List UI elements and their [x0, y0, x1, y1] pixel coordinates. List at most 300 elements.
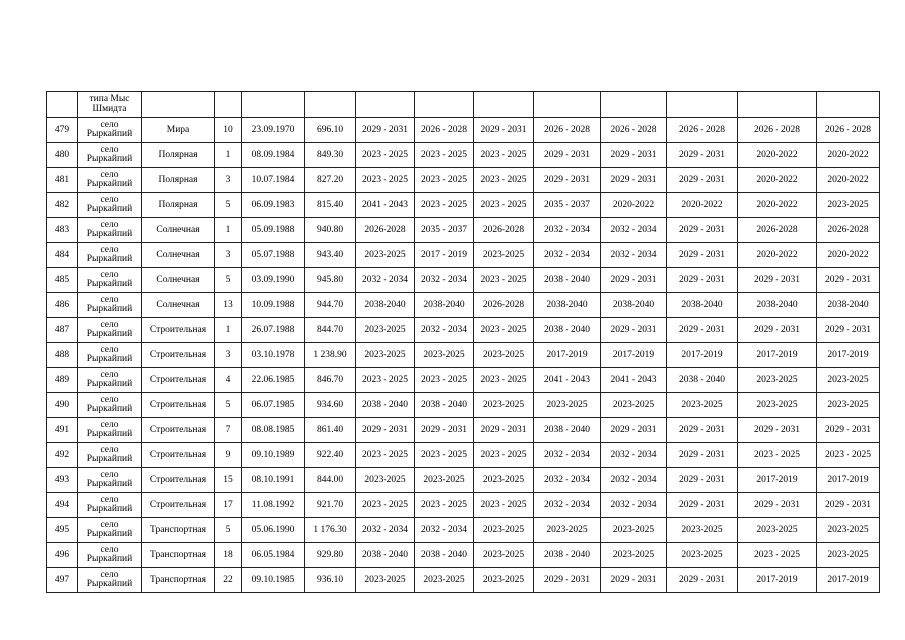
settlement-line-1: село — [100, 569, 119, 580]
street-cell: Солнечная — [142, 218, 215, 243]
period-cell: 2023 - 2025 — [356, 168, 415, 193]
period-cell: 2023-2025 — [817, 518, 880, 543]
settlement-line-1: село — [100, 544, 119, 555]
period-cell: 2029 - 2031 — [817, 418, 880, 443]
period-cell: 2023 - 2025 — [817, 443, 880, 468]
period-cell: 2029 - 2031 — [667, 243, 738, 268]
settlement-cell — [78, 143, 142, 168]
street-cell: Строительная — [142, 443, 215, 468]
period-cell: 2023 - 2025 — [415, 443, 474, 468]
commission-date-cell: 08.08.1985 — [242, 418, 305, 443]
period-cell: 2023 - 2025 — [415, 193, 474, 218]
period-cell: 2023 - 2025 — [738, 443, 817, 468]
period-cell: 2038-2040 — [738, 293, 817, 318]
settlement-line-1: село — [100, 469, 119, 480]
period-cell: 2023 - 2025 — [415, 168, 474, 193]
period-cell: 2023 - 2025 — [474, 193, 534, 218]
house-number-cell: 1 — [215, 143, 242, 168]
period-cell: 2029 - 2031 — [667, 493, 738, 518]
period-cell: 2029 - 2031 — [474, 118, 534, 143]
period-cell: 2029 - 2031 — [817, 493, 880, 518]
area-cell: 943.40 — [305, 243, 356, 268]
period-cell: 2029 - 2031 — [667, 268, 738, 293]
table-row — [47, 543, 880, 568]
settlement-line-1: село — [100, 194, 119, 205]
area-cell: 944.70 — [305, 293, 356, 318]
period-cell: 2023 - 2025 — [415, 493, 474, 518]
area-cell: 1 238.90 — [305, 343, 356, 368]
period-cell: 2017-2019 — [817, 568, 880, 593]
commission-date-cell: 23.09.1970 — [242, 118, 305, 143]
house-number-cell: 5 — [215, 268, 242, 293]
table-body — [47, 92, 880, 593]
period-cell: 2029 - 2031 — [667, 468, 738, 493]
commission-date-cell: 06.07.1985 — [242, 393, 305, 418]
period-cell: 2020-2022 — [738, 143, 817, 168]
period-cell: 2026-2028 — [738, 218, 817, 243]
period-cell: 2023 - 2025 — [356, 443, 415, 468]
house-number-cell: 3 — [215, 243, 242, 268]
row-number-cell — [47, 92, 78, 118]
street-cell: Полярная — [142, 143, 215, 168]
period-cell: 2038 - 2040 — [534, 268, 601, 293]
period-cell — [667, 92, 738, 118]
row-number-cell: 480 — [47, 143, 78, 168]
period-cell: 2023-2025 — [356, 318, 415, 343]
commission-date-cell: 10.09.1988 — [242, 293, 305, 318]
commission-date-cell: 03.09.1990 — [242, 268, 305, 293]
period-cell: 2023-2025 — [817, 368, 880, 393]
settlement-cell — [78, 443, 142, 468]
period-cell: 2023-2025 — [474, 343, 534, 368]
street-cell: Строительная — [142, 418, 215, 443]
period-cell: 2032 - 2034 — [601, 443, 667, 468]
house-number-cell: 4 — [215, 368, 242, 393]
capital-repair-schedule-table — [46, 91, 880, 593]
settlement-cell — [78, 393, 142, 418]
settlement-cell — [78, 168, 142, 193]
settlement-line-1: село — [100, 369, 119, 380]
period-cell: 2023 - 2025 — [738, 543, 817, 568]
period-cell: 2026-2028 — [474, 218, 534, 243]
area-cell: 936.10 — [305, 568, 356, 593]
commission-date-cell: 09.10.1985 — [242, 568, 305, 593]
settlement-cell — [78, 318, 142, 343]
period-cell: 2020-2022 — [817, 168, 880, 193]
period-cell: 2029 - 2031 — [667, 568, 738, 593]
street-cell: Транспортная — [142, 518, 215, 543]
commission-date-cell: 26.07.1988 — [242, 318, 305, 343]
period-cell: 2041 - 2043 — [601, 368, 667, 393]
settlement-cell — [78, 543, 142, 568]
table-row — [47, 193, 880, 218]
table-row — [47, 118, 880, 143]
house-number-cell: 13 — [215, 293, 242, 318]
period-cell: 2029 - 2031 — [667, 318, 738, 343]
period-cell: 2041 - 2043 — [356, 193, 415, 218]
commission-date-cell: 08.10.1991 — [242, 468, 305, 493]
house-number-cell: 5 — [215, 393, 242, 418]
street-cell: Строительная — [142, 318, 215, 343]
area-cell: 1 176.30 — [305, 518, 356, 543]
settlement-line-2: Шмидта — [92, 103, 127, 114]
settlement-line-2: Рыркайпий — [86, 204, 133, 214]
table-row — [47, 143, 880, 168]
period-cell — [817, 92, 880, 118]
period-cell: 2038-2040 — [356, 293, 415, 318]
period-cell: 2026 - 2028 — [534, 118, 601, 143]
table-row — [47, 318, 880, 343]
street-cell: Строительная — [142, 393, 215, 418]
period-cell: 2029 - 2031 — [356, 118, 415, 143]
period-cell: 2032 - 2034 — [356, 268, 415, 293]
street-cell: Полярная — [142, 168, 215, 193]
row-number-cell: 483 — [47, 218, 78, 243]
period-cell: 2026 - 2028 — [415, 118, 474, 143]
period-cell: 2020-2022 — [738, 243, 817, 268]
period-cell: 2029 - 2031 — [667, 143, 738, 168]
area-cell: 945.80 — [305, 268, 356, 293]
period-cell: 2029 - 2031 — [474, 418, 534, 443]
commission-date-cell: 06.05.1984 — [242, 543, 305, 568]
table-row — [47, 268, 880, 293]
street-cell — [142, 92, 215, 118]
period-cell: 2038 - 2040 — [415, 543, 474, 568]
house-number-cell: 18 — [215, 543, 242, 568]
street-cell: Солнечная — [142, 293, 215, 318]
period-cell: 2032 - 2034 — [356, 518, 415, 543]
street-cell: Строительная — [142, 468, 215, 493]
row-number-cell: 479 — [47, 118, 78, 143]
table-row — [47, 443, 880, 468]
table-row — [47, 518, 880, 543]
period-cell: 2020-2022 — [738, 193, 817, 218]
period-cell: 2029 - 2031 — [601, 568, 667, 593]
period-cell — [738, 92, 817, 118]
period-cell: 2023-2025 — [667, 543, 738, 568]
house-number-cell: 22 — [215, 568, 242, 593]
street-cell: Транспортная — [142, 568, 215, 593]
period-cell: 2023-2025 — [601, 543, 667, 568]
period-cell: 2035 - 2037 — [534, 193, 601, 218]
area-cell: 696.10 — [305, 118, 356, 143]
street-cell: Полярная — [142, 193, 215, 218]
period-cell: 2023-2025 — [474, 393, 534, 418]
house-number-cell: 3 — [215, 343, 242, 368]
commission-date-cell: 03.10.1978 — [242, 343, 305, 368]
settlement-line-1: типа Мыс — [89, 94, 130, 104]
row-number-cell: 495 — [47, 518, 78, 543]
period-cell: 2023-2025 — [356, 468, 415, 493]
period-cell — [474, 92, 534, 118]
settlement-line-1: село — [100, 144, 119, 155]
period-cell: 2023-2025 — [667, 393, 738, 418]
settlement-line-1: село — [100, 519, 119, 530]
area-cell: 922.40 — [305, 443, 356, 468]
period-cell: 2035 - 2037 — [415, 218, 474, 243]
street-cell: Транспортная — [142, 543, 215, 568]
period-cell: 2017-2019 — [738, 343, 817, 368]
commission-date-cell: 10.07.1984 — [242, 168, 305, 193]
area-cell: 815.40 — [305, 193, 356, 218]
period-cell: 2023-2025 — [601, 393, 667, 418]
period-cell: 2029 - 2031 — [738, 318, 817, 343]
period-cell — [601, 92, 667, 118]
area-cell — [305, 92, 356, 118]
period-cell: 2032 - 2034 — [415, 268, 474, 293]
period-cell: 2032 - 2034 — [534, 443, 601, 468]
house-number-cell: 10 — [215, 118, 242, 143]
period-cell: 2032 - 2034 — [534, 493, 601, 518]
area-cell: 921.70 — [305, 493, 356, 518]
street-cell: Мира — [142, 118, 215, 143]
area-cell: 844.00 — [305, 468, 356, 493]
table-row — [47, 368, 880, 393]
row-number-cell: 487 — [47, 318, 78, 343]
period-cell: 2032 - 2034 — [534, 468, 601, 493]
settlement-line-1: село — [100, 494, 119, 505]
period-cell: 2038 - 2040 — [356, 543, 415, 568]
period-cell: 2017-2019 — [738, 468, 817, 493]
house-number-cell: 15 — [215, 468, 242, 493]
settlement-cell — [78, 468, 142, 493]
row-number-cell: 491 — [47, 418, 78, 443]
settlement-line-2: Рыркайпий — [86, 329, 133, 339]
period-cell: 2029 - 2031 — [738, 268, 817, 293]
house-number-cell: 1 — [215, 218, 242, 243]
period-cell: 2020-2022 — [817, 143, 880, 168]
street-cell: Строительная — [142, 368, 215, 393]
row-number-cell: 493 — [47, 468, 78, 493]
period-cell: 2029 - 2031 — [601, 168, 667, 193]
street-cell: Строительная — [142, 343, 215, 368]
period-cell: 2032 - 2034 — [415, 518, 474, 543]
period-cell: 2023-2025 — [474, 568, 534, 593]
settlement-cell — [78, 293, 142, 318]
settlement-line-2: Рыркайпий — [86, 404, 133, 414]
settlement-line-2: Рыркайпий — [86, 554, 133, 564]
period-cell: 2026-2028 — [356, 218, 415, 243]
period-cell: 2029 - 2031 — [534, 168, 601, 193]
period-cell: 2020-2022 — [738, 168, 817, 193]
period-cell: 2026 - 2028 — [817, 118, 880, 143]
period-cell: 2023-2025 — [356, 568, 415, 593]
period-cell: 2017-2019 — [667, 343, 738, 368]
period-cell: 2023 - 2025 — [356, 143, 415, 168]
period-cell: 2023 - 2025 — [474, 143, 534, 168]
period-cell: 2023-2025 — [738, 518, 817, 543]
period-cell: 2023-2025 — [738, 368, 817, 393]
period-cell: 2038 - 2040 — [534, 543, 601, 568]
period-cell: 2032 - 2034 — [534, 243, 601, 268]
area-cell: 846.70 — [305, 368, 356, 393]
settlement-line-1: село — [100, 119, 119, 130]
house-number-cell: 7 — [215, 418, 242, 443]
period-cell: 2023-2025 — [601, 518, 667, 543]
period-cell: 2023-2025 — [738, 393, 817, 418]
period-cell: 2023-2025 — [415, 568, 474, 593]
street-cell: Строительная — [142, 493, 215, 518]
period-cell: 2017-2019 — [817, 343, 880, 368]
settlement-line-2: Рыркайпий — [86, 504, 133, 514]
settlement-line-2: Рыркайпий — [86, 154, 133, 164]
period-cell: 2023 - 2025 — [474, 368, 534, 393]
period-cell: 2023-2025 — [356, 243, 415, 268]
period-cell: 2032 - 2034 — [534, 218, 601, 243]
row-number-cell: 492 — [47, 443, 78, 468]
period-cell: 2020-2022 — [601, 193, 667, 218]
period-cell: 2023-2025 — [415, 468, 474, 493]
settlement-line-1: село — [100, 244, 119, 255]
settlement-cell — [78, 568, 142, 593]
period-cell: 2023-2025 — [667, 518, 738, 543]
settlement-line-1: село — [100, 444, 119, 455]
period-cell: 2029 - 2031 — [738, 418, 817, 443]
period-cell: 2023 - 2025 — [474, 318, 534, 343]
house-number-cell: 9 — [215, 443, 242, 468]
period-cell: 2020-2022 — [667, 193, 738, 218]
settlement-line-2: Рыркайпий — [86, 379, 133, 389]
street-cell: Солнечная — [142, 243, 215, 268]
house-number-cell: 5 — [215, 518, 242, 543]
settlement-line-2: Рыркайпий — [86, 279, 133, 289]
row-number-cell: 481 — [47, 168, 78, 193]
settlement-line-2: Рыркайпий — [86, 354, 133, 364]
table-row — [47, 293, 880, 318]
period-cell: 2023 - 2025 — [415, 368, 474, 393]
commission-date-cell: 22.06.1985 — [242, 368, 305, 393]
period-cell: 2029 - 2031 — [817, 268, 880, 293]
settlement-line-1: село — [100, 394, 119, 405]
period-cell: 2029 - 2031 — [415, 418, 474, 443]
period-cell: 2029 - 2031 — [738, 493, 817, 518]
commission-date-cell — [242, 92, 305, 118]
settlement-line-2: Рыркайпий — [86, 304, 133, 314]
settlement-line-2: Рыркайпий — [86, 579, 133, 589]
period-cell: 2041 - 2043 — [534, 368, 601, 393]
period-cell: 2023 - 2025 — [474, 168, 534, 193]
period-cell: 2017-2019 — [601, 343, 667, 368]
period-cell: 2029 - 2031 — [601, 318, 667, 343]
period-cell: 2029 - 2031 — [534, 143, 601, 168]
period-cell: 2029 - 2031 — [356, 418, 415, 443]
row-number-cell: 488 — [47, 343, 78, 368]
settlement-cell — [78, 268, 142, 293]
period-cell: 2029 - 2031 — [817, 318, 880, 343]
period-cell: 2023-2025 — [474, 543, 534, 568]
settlement-line-2: Рыркайпий — [86, 179, 133, 189]
period-cell: 2029 - 2031 — [667, 443, 738, 468]
row-number-cell: 496 — [47, 543, 78, 568]
settlement-line-2: Рыркайпий — [86, 254, 133, 264]
period-cell: 2032 - 2034 — [601, 218, 667, 243]
commission-date-cell: 11.08.1992 — [242, 493, 305, 518]
period-cell: 2029 - 2031 — [601, 143, 667, 168]
table-row — [47, 393, 880, 418]
table-row — [47, 568, 880, 593]
settlement-line-1: село — [100, 294, 119, 305]
row-number-cell: 486 — [47, 293, 78, 318]
period-cell: 2017 - 2019 — [415, 243, 474, 268]
period-cell: 2023-2025 — [474, 243, 534, 268]
table-row — [47, 343, 880, 368]
period-cell: 2023 - 2025 — [356, 368, 415, 393]
period-cell: 2023 - 2025 — [415, 143, 474, 168]
period-cell: 2029 - 2031 — [601, 418, 667, 443]
period-cell: 2029 - 2031 — [667, 218, 738, 243]
house-number-cell: 1 — [215, 318, 242, 343]
settlement-cell — [78, 218, 142, 243]
period-cell: 2020-2022 — [817, 243, 880, 268]
house-number-cell: 5 — [215, 193, 242, 218]
period-cell: 2017-2019 — [817, 468, 880, 493]
period-cell: 2029 - 2031 — [667, 168, 738, 193]
commission-date-cell: 08.09.1984 — [242, 143, 305, 168]
table-row — [47, 418, 880, 443]
period-cell: 2023-2025 — [474, 518, 534, 543]
settlement-line-2: Рыркайпий — [86, 529, 133, 539]
settlement-cell — [78, 418, 142, 443]
commission-date-cell: 09.10.1989 — [242, 443, 305, 468]
settlement-line-1: село — [100, 169, 119, 180]
area-cell: 849.30 — [305, 143, 356, 168]
row-number-cell: 482 — [47, 193, 78, 218]
house-number-cell: 3 — [215, 168, 242, 193]
table-row — [47, 493, 880, 518]
area-cell: 929.80 — [305, 543, 356, 568]
settlement-line-2: Рыркайпий — [86, 454, 133, 464]
period-cell — [356, 92, 415, 118]
table-row — [47, 92, 880, 118]
settlement-cell — [78, 243, 142, 268]
table-row — [47, 168, 880, 193]
period-cell: 2029 - 2031 — [667, 418, 738, 443]
table-row — [47, 468, 880, 493]
period-cell: 2038 - 2040 — [415, 393, 474, 418]
row-number-cell: 494 — [47, 493, 78, 518]
period-cell: 2017-2019 — [738, 568, 817, 593]
settlement-line-1: село — [100, 419, 119, 430]
period-cell: 2032 - 2034 — [601, 243, 667, 268]
table-row — [47, 243, 880, 268]
area-cell: 940.80 — [305, 218, 356, 243]
period-cell: 2023 - 2025 — [474, 268, 534, 293]
period-cell: 2023-2025 — [474, 468, 534, 493]
area-cell: 934.60 — [305, 393, 356, 418]
period-cell: 2032 - 2034 — [601, 468, 667, 493]
house-number-cell: 17 — [215, 493, 242, 518]
settlement-line-2: Рыркайпий — [86, 429, 133, 439]
street-cell: Солнечная — [142, 268, 215, 293]
commission-date-cell: 05.06.1990 — [242, 518, 305, 543]
settlement-line-2: Рыркайпий — [86, 129, 133, 139]
settlement-cell — [78, 118, 142, 143]
settlement-cell — [78, 518, 142, 543]
period-cell: 2026 - 2028 — [738, 118, 817, 143]
period-cell: 2038 - 2040 — [534, 318, 601, 343]
settlement-line-1: село — [100, 219, 119, 230]
settlement-line-1: село — [100, 344, 119, 355]
period-cell: 2023-2025 — [356, 343, 415, 368]
period-cell: 2038 - 2040 — [356, 393, 415, 418]
settlement-cell — [78, 193, 142, 218]
period-cell — [534, 92, 601, 118]
period-cell: 2023-2025 — [415, 343, 474, 368]
row-number-cell: 484 — [47, 243, 78, 268]
area-cell: 827.20 — [305, 168, 356, 193]
commission-date-cell: 05.09.1988 — [242, 218, 305, 243]
settlement-line-2: Рыркайпий — [86, 479, 133, 489]
